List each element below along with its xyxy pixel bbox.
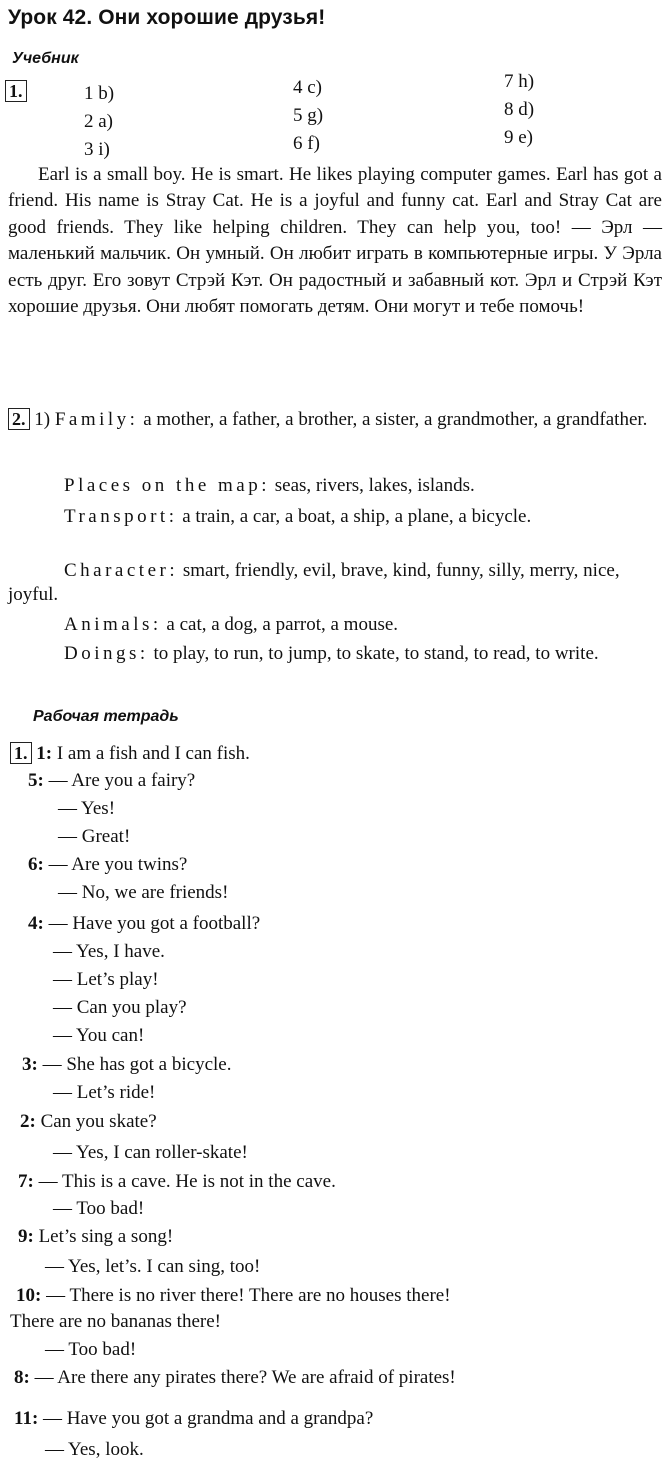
exercise-1-text: Earl is a small boy. He is smart. He likes playing computer games. Earl has got a friend. His name is Stray Cat. He is a joyful and funny cat. Earl and Stray Cat are good friends. They like helping children. They can help you, too! — Эрл — маленький мальчик. Он умный. Он любит играть в компьютерные игры. У Эрла есть друг. Его зовут Стрэй Кэт. Он радостный и забавный кот. Эрл и Стрэй Кэт хорошие друзья. Они любят помогать детям. Они могут и тебе помочь! bbox=[8, 164, 662, 318]
category-family: 2. 1) Family: a mother, a father, a brother, a sister, a grandmother, a grandfather. bbox=[8, 407, 662, 433]
workbook-line: — Yes! bbox=[58, 798, 116, 819]
workbook-line: — Yes, I have. bbox=[53, 941, 165, 962]
workbook-line: There are no bananas there! bbox=[10, 1311, 221, 1332]
workbook-line: 7: — This is a cave. He is not in the cave. bbox=[18, 1171, 336, 1192]
workbook-line: 3: — She has got a bicycle. bbox=[22, 1054, 232, 1075]
workbook-line: 11: — Have you got a grandma and a grandpa? bbox=[14, 1408, 374, 1429]
workbook-line: 4: — Have you got a football? bbox=[28, 913, 261, 934]
answer-9: 9 e) bbox=[504, 127, 534, 148]
answer-6: 6 f) bbox=[293, 133, 320, 154]
answer-5: 5 g) bbox=[293, 105, 324, 126]
workbook-line: 2: Can you skate? bbox=[20, 1111, 157, 1132]
page-title: Урок 42. Они хорошие друзья! bbox=[8, 6, 326, 29]
workbook-line: 1. 1: I am a fish and I can fish. bbox=[10, 742, 250, 765]
workbook-heading: Рабочая тетрадь bbox=[33, 708, 179, 725]
workbook-exercise-1-number: 1. bbox=[10, 742, 32, 764]
workbook-line: — Let’s play! bbox=[53, 969, 159, 990]
workbook-line: — Let’s ride! bbox=[53, 1082, 156, 1103]
workbook-line: — You can! bbox=[53, 1025, 145, 1046]
workbook-line: — No, we are friends! bbox=[58, 882, 229, 903]
answer-2: 2 a) bbox=[84, 111, 114, 132]
answer-7: 7 h) bbox=[504, 71, 535, 92]
exercise-1-number: 1. bbox=[5, 80, 27, 102]
workbook-line: — Can you play? bbox=[53, 997, 187, 1018]
workbook-line: — Too bad! bbox=[45, 1339, 137, 1360]
workbook-line: 8: — Are there any pirates there? We are afraid of pirates! bbox=[14, 1367, 456, 1388]
answer-4: 4 c) bbox=[293, 77, 323, 98]
answer-8: 8 d) bbox=[504, 99, 535, 120]
workbook-line: 6: — Are you twins? bbox=[28, 854, 188, 875]
workbook-line: 5: — Are you a fairy? bbox=[28, 770, 196, 791]
category-doings: Doings: to play, to run, to jump, to skate, to stand, to read, to write. bbox=[64, 643, 599, 664]
exercise-2-number: 2. bbox=[8, 408, 30, 430]
workbook-line: — Too bad! bbox=[53, 1198, 145, 1219]
workbook-line: — Yes, I can roller-skate! bbox=[53, 1142, 248, 1163]
workbook-line: — Yes, let’s. I can sing, too! bbox=[45, 1256, 261, 1277]
workbook-line: 9: Let’s sing a song! bbox=[18, 1226, 174, 1247]
category-transport: Transport: a train, a car, a boat, a ship, a plane, a bicycle. bbox=[64, 506, 532, 527]
answer-1: 1 b) bbox=[84, 83, 115, 104]
answer-3: 3 i) bbox=[84, 139, 110, 160]
workbook-line: 10: — There is no river there! There are no houses there! bbox=[16, 1285, 451, 1306]
workbook-line: — Great! bbox=[58, 826, 131, 847]
category-animals: Animals: a cat, a dog, a parrot, a mouse. bbox=[64, 614, 399, 635]
category-places: Places on the map: seas, rivers, lakes, islands. bbox=[64, 475, 475, 496]
workbook-line: — Yes, look. bbox=[45, 1439, 144, 1460]
category-character: Character: smart, friendly, evil, brave, kind, funny, silly, merry, nice, joyful. bbox=[8, 560, 620, 605]
textbook-heading: Учебник bbox=[12, 50, 79, 67]
